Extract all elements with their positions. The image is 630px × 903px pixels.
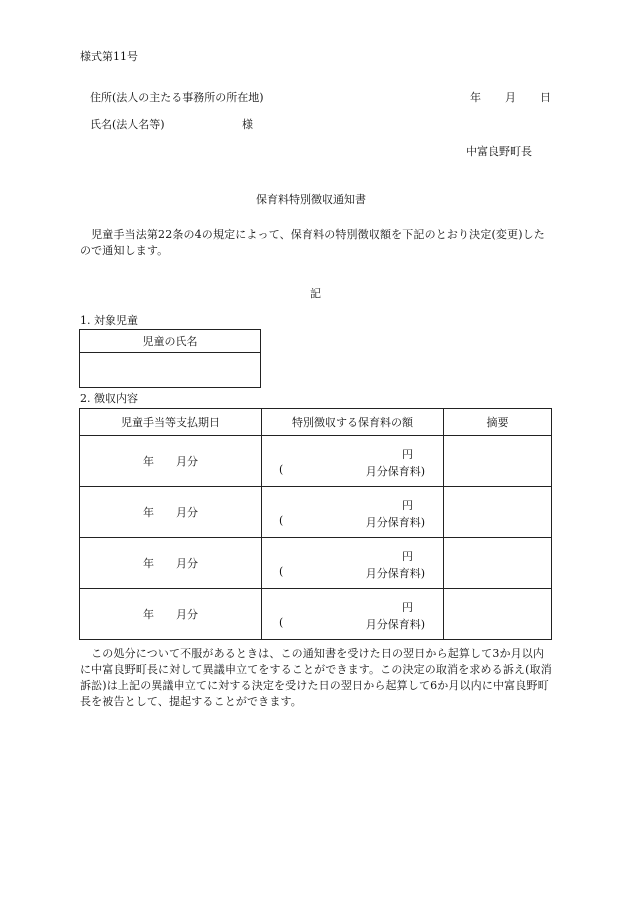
issuer: 中富良野町長 xyxy=(466,145,532,158)
address-label: 住所(法人の主たる事務所の所在地) xyxy=(90,91,264,104)
section2-heading: 2. 徴収内容 xyxy=(80,392,138,405)
period-cell[interactable]: 年 月分 xyxy=(80,487,262,538)
remarks-cell[interactable] xyxy=(444,487,552,538)
document-title: 保育料特別徴収通知書 xyxy=(256,193,366,206)
header-amount: 特別徴収する保育料の額 xyxy=(262,409,444,436)
amount-cell[interactable] xyxy=(262,538,444,589)
table-header-row xyxy=(80,409,552,436)
open-paren: ( xyxy=(279,514,284,527)
period-cell[interactable]: 年 月分 xyxy=(80,589,262,640)
date-year: 年 xyxy=(470,91,481,104)
appeal-notice: この処分について不服があるときは、この通知書を受けた日の翌日から起算して3か月以内に中富良野町長に対して異議申立てをすることができます。この決定の取消を求める訴え(取消訴訟)は上記の異議申立てに対する決定を受けた日の翌日から起算して6か月以内に中富良野町長を被告として、提起することができます。 xyxy=(80,647,552,708)
honorific: 様 xyxy=(242,118,253,131)
ki-heading: 記 xyxy=(310,287,321,300)
table-row xyxy=(80,589,552,640)
month-fee-label: 月分保育料) xyxy=(365,465,425,478)
remarks-cell[interactable] xyxy=(444,538,552,589)
child-name-header: 児童の氏名 xyxy=(80,330,261,353)
amount-cell[interactable] xyxy=(262,487,444,538)
header-remarks: 摘要 xyxy=(444,409,552,436)
month-fee-label: 月分保育料) xyxy=(365,567,425,580)
period-cell[interactable]: 年 月分 xyxy=(80,538,262,589)
table-row xyxy=(80,436,552,487)
table-row xyxy=(80,487,552,538)
table-row xyxy=(80,538,552,589)
intro-paragraph: 児童手当法第22条の4の規定によって、保育料の特別徴収額を下記のとおり決定(変更)したので通知します。 xyxy=(80,228,545,257)
month-fee-label: 月分保育料) xyxy=(365,618,425,631)
child-table xyxy=(79,329,261,388)
yen-unit: 円 xyxy=(402,550,413,563)
child-name-cell[interactable] xyxy=(80,353,261,388)
open-paren: ( xyxy=(279,616,284,629)
collection-table xyxy=(79,408,552,640)
date-day: 日 xyxy=(540,91,551,104)
yen-unit: 円 xyxy=(402,499,413,512)
open-paren: ( xyxy=(279,565,284,578)
period-cell[interactable]: 年 月分 xyxy=(80,436,262,487)
month-fee-label: 月分保育料) xyxy=(365,516,425,529)
remarks-cell[interactable] xyxy=(444,589,552,640)
date-month: 月 xyxy=(505,91,516,104)
amount-cell[interactable] xyxy=(262,436,444,487)
section1-heading: 1. 対象児童 xyxy=(80,314,138,327)
header-payment-date: 児童手当等支払期日 xyxy=(80,409,262,436)
amount-cell[interactable] xyxy=(262,589,444,640)
yen-unit: 円 xyxy=(402,448,413,461)
form-number: 様式第11号 xyxy=(80,50,138,63)
yen-unit: 円 xyxy=(402,601,413,614)
remarks-cell[interactable] xyxy=(444,436,552,487)
name-label: 氏名(法人名等) xyxy=(90,118,165,131)
open-paren: ( xyxy=(279,463,284,476)
